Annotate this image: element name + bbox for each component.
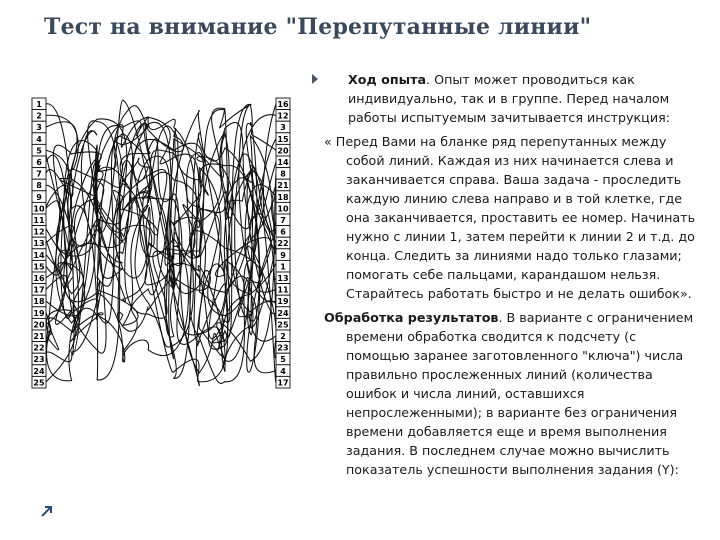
left-number: 21 (33, 332, 45, 341)
left-number: 17 (33, 285, 45, 295)
procedure-text: . Опыт может проводиться как индивидуально, так и в группе. Перед началом работы испытуемым зачитывается инструкция: (348, 72, 670, 125)
tangled-line (46, 104, 279, 292)
left-number: 22 (33, 343, 45, 353)
left-number: 24 (33, 366, 45, 376)
left-number: 13 (33, 239, 45, 249)
left-number: 6 (36, 158, 42, 167)
right-number: 6 (280, 227, 286, 237)
bullet-arrow-icon (312, 74, 318, 84)
left-number: 4 (36, 134, 42, 144)
left-number: 20 (33, 320, 45, 330)
right-number: 3 (280, 123, 286, 133)
right-number: 12 (277, 111, 289, 121)
left-number: 12 (33, 227, 45, 237)
tangled-line (46, 124, 276, 362)
left-number-column (32, 98, 46, 388)
processing-text: . В варианте с ограничением времени обработка сводится к подсчету (с помощью заранее заготовленного "ключа") числа правильно прослеженных линий (количества ошибок и числа линий, оставшихся непрослеженными); в варианте без ограничения времени добавляется еще и время выполнения задания. В последнем случае можно вычислить показатель успешности выполнения задания (Y): (346, 310, 694, 477)
right-number: 4 (280, 366, 286, 376)
instruction-text: « Перед Вами на бланке ряд перепутанных между собой линий. Каждая из них начинается слева и заканчивается справа. Ваша задача ‑ проследить каждую линию слева направо и в той клетке, где она заканчивается, проставить ее номер. Начинать нужно с линии 1, затем перейти к линии 2 и т.д. до конца. Следить за линиями надо только глазами; помогать себе пальцами, карандашом нельзя. Старайтесь работать быстро и не делать ошибок». (324, 134, 696, 301)
left-number: 18 (33, 297, 45, 307)
left-number: 1 (36, 100, 42, 109)
right-number: 7 (280, 216, 286, 225)
slide-nav-arrow-icon[interactable] (40, 504, 54, 518)
processing-label: Обработка результатов (324, 310, 499, 325)
procedure-label: Ход опыта (348, 72, 427, 87)
tangled-line (46, 139, 276, 381)
right-number: 17 (277, 378, 289, 388)
right-number: 1 (280, 262, 286, 272)
right-number: 15 (277, 134, 289, 144)
right-number: 16 (277, 100, 289, 109)
right-number: 20 (277, 146, 289, 156)
left-number: 16 (33, 274, 45, 283)
right-number: 5 (280, 355, 286, 365)
right-number: 18 (277, 192, 289, 202)
right-number: 2 (280, 332, 286, 341)
left-number: 23 (33, 355, 45, 365)
paragraph-procedure (326, 70, 696, 127)
left-number: 14 (33, 250, 45, 260)
right-number: 13 (277, 274, 289, 283)
left-number: 3 (36, 123, 42, 133)
left-number: 19 (33, 308, 45, 318)
right-number: 9 (280, 250, 286, 260)
left-number: 8 (36, 181, 42, 191)
left-number: 25 (33, 378, 45, 388)
right-number: 24 (277, 308, 289, 318)
paragraph-processing (324, 308, 696, 479)
left-number: 2 (36, 111, 42, 121)
tangled-lines (41, 100, 283, 386)
right-number: 21 (277, 181, 289, 191)
left-number: 7 (36, 169, 42, 179)
right-number: 25 (277, 320, 289, 330)
text-column (326, 70, 696, 484)
right-number: 19 (277, 297, 289, 307)
paragraph-instruction (324, 132, 696, 303)
right-number: 22 (277, 239, 289, 249)
left-number: 5 (36, 146, 42, 156)
right-number: 14 (277, 158, 289, 167)
left-number: 10 (33, 204, 45, 214)
slide-title: Тест на внимание "Перепутанные линии" (44, 14, 592, 40)
left-number: 15 (33, 262, 45, 272)
tangled-lines-figure (30, 96, 292, 390)
left-number: 9 (36, 192, 42, 202)
right-number: 11 (277, 285, 289, 295)
right-number: 8 (280, 169, 286, 179)
right-number: 23 (277, 343, 289, 353)
left-number: 11 (33, 216, 45, 225)
right-number: 10 (277, 204, 289, 214)
right-number-column (276, 98, 290, 388)
